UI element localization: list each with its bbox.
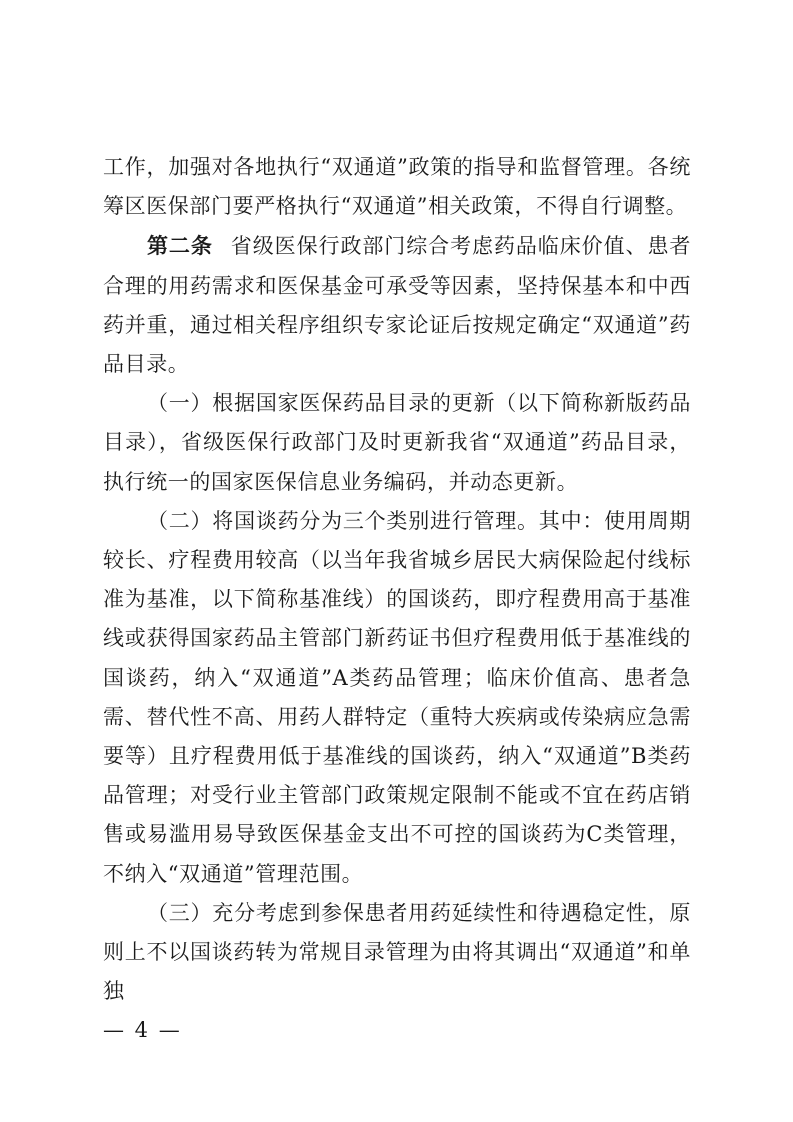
- paragraph-article-2: [103, 226, 691, 384]
- paragraph-article-2-text: 省级医保行政部门综合考虑药品临床价值、患者合理的用药需求和医保基金可承受等因素，坚持保基本和中西药并重，通过相关程序组织专家论证后按规定确定“双通道”药品目录。: [103, 234, 691, 377]
- paragraph-1: [103, 148, 691, 226]
- paragraph-item-3: [103, 894, 691, 1012]
- document-body: [103, 148, 691, 1011]
- paragraph-1-text: 工作，加强对各地执行“双通道”政策的指导和监督管理。各统筹区医保部门要严格执行“双通道”相关政策，不得自行调整。: [103, 155, 691, 219]
- paragraph-item-2-text: （二）将国谈药分为三个类别进行管理。其中：使用周期较长、疗程费用较高（以当年我省城乡居民大病保险起付线标准为基准，以下简称基准线）的国谈药，即疗程费用高于基准线或获得国家药品主管部门新药证书但疗程费用低于基准线的国谈药，纳入“双通道”A类药品管理；临床价值高、患者急需、替代性不高、用药人群特定（重特大疾病或传染病应急需要等）且疗程费用低于基准线的国谈药，纳入“双通道”B类药品管理；对受行业主管部门政策规定限制不能或不宜在药店销售或易滥用易导致医保基金支出不可控的国谈药为C类管理，不纳入“双通道”管理范围。: [103, 508, 691, 886]
- paragraph-item-1-text: （一）根据国家医保药品目录的更新（以下简称新版药品目录），省级医保行政部门及时更新我省“双通道”药品目录，执行统一的国家医保信息业务编码，并动态更新。: [103, 391, 691, 494]
- paragraph-item-2: [103, 502, 691, 894]
- paragraph-item-1: [103, 384, 691, 502]
- article-heading: 第二条: [147, 233, 213, 259]
- paragraph-item-3-text: （三）充分考虑到参保患者用药延续性和待遇稳定性，原则上不以国谈药转为常规目录管理为由将其调出“双通道”和单独: [103, 900, 691, 1004]
- page-number: — 4 —: [103, 1018, 182, 1042]
